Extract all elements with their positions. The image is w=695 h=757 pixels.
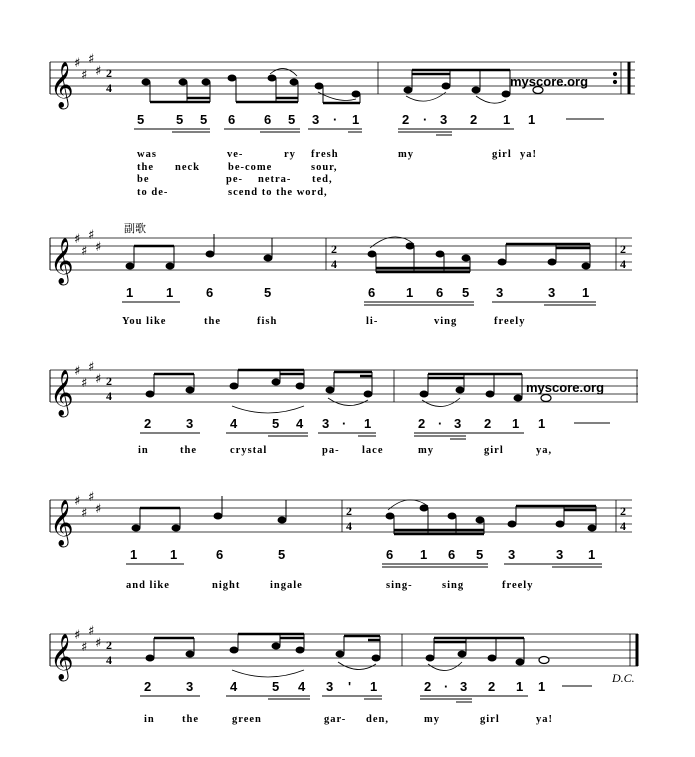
jianpu-digit: 5 [288,112,296,127]
lyric-word: scend to the word, [228,187,328,198]
time-signature-top: 2 [346,504,352,518]
treble-clef-icon: 𝄞 [50,500,74,546]
jianpu-digit: 3 [312,112,320,127]
jianpu-digit: 5 [278,547,286,562]
sharp-icon: ♯ [81,68,88,83]
jianpu-dot: · [444,679,449,694]
lyric-word: ya! [536,714,553,725]
lyric-word: in [144,714,155,725]
lyric-word: in [138,445,149,456]
jianpu-digit: 6 [436,285,444,300]
lyric-word: my [424,714,440,725]
treble-clef-icon: 𝄞 [50,634,74,680]
watermark: myscore.org [526,380,605,395]
lyric-word: girl [492,149,512,160]
lyric-word: be-come [228,162,273,173]
jianpu-digit: 5 [272,679,280,694]
staff-system-5 [50,624,638,725]
jianpu-row [140,679,592,702]
lyrics-block [138,445,552,456]
jianpu-digit: 1 [130,547,138,562]
lyric-word: girl [480,714,500,725]
section-label: 副歌 [124,222,146,235]
time-signature-bottom: 4 [106,389,112,403]
sharp-icon: ♯ [74,364,81,379]
time-signature-bottom: 4 [106,81,112,95]
jianpu-digit: 4 [230,679,238,694]
sharp-icon: ♯ [74,56,81,71]
sharp-icon: ♯ [88,624,95,639]
time-signature-top: 2 [106,638,112,652]
staff-system-4 [50,490,632,591]
jianpu-digit: 4 [296,416,304,431]
lyric-word: ya! [520,149,537,160]
jianpu-digit: 5 [272,416,280,431]
lyric-word: pe- [226,174,243,185]
lyric-word: ingale [270,580,303,591]
sharp-icon: ♯ [81,244,88,259]
staff-system-1 [50,52,635,198]
notes [368,237,616,272]
jianpu-digit: 1 [516,679,524,694]
lyric-word: crystal [230,445,268,456]
lyric-word: green [232,714,262,725]
lyric-word: my [398,149,414,160]
jianpu-digit: 3 [454,416,462,431]
jianpu-digit: 1 [528,112,536,127]
lyric-word: freely [502,580,534,591]
sharp-icon: ♯ [88,360,95,375]
sharp-icon: ♯ [81,640,88,655]
sharp-icon: ♯ [95,64,102,79]
time-signature-bottom: 4 [620,519,626,533]
lyric-word: li- [366,316,379,327]
jianpu-digit: 1 [582,285,590,300]
sharp-icon: ♯ [81,506,88,521]
jianpu-digit: 6 [264,112,272,127]
jianpu-digit: 2 [470,112,478,127]
jianpu-dot: · [333,112,338,127]
sharp-icon: ♯ [95,240,102,255]
notes [386,500,616,534]
jianpu-row [140,416,610,439]
jianpu-dot: · [438,416,443,431]
jianpu-digit: 1 [406,285,414,300]
time-signature-bottom: 4 [331,257,337,271]
sharp-icon: ♯ [74,494,81,509]
jianpu-digit: 1 [420,547,428,562]
jianpu-digit: 1 [352,112,360,127]
jianpu-digit: 6 [228,112,236,127]
time-signature-top: 2 [106,374,112,388]
lyric-word: my [418,445,434,456]
jianpu-digit: 1 [538,679,546,694]
lyric-word: freely [494,316,526,327]
lyric-word: den, [366,714,389,725]
treble-clef-icon: 𝄞 [50,62,74,108]
lyrics-block [126,580,533,591]
jianpu-dot: ' [348,679,352,694]
lyrics-block [122,316,525,327]
time-signature-top: 2 [331,242,337,256]
time-signature-top: 2 [106,66,112,80]
jianpu-digit: 3 [460,679,468,694]
jianpu-digit: 4 [298,679,306,694]
jianpu-digit: 5 [462,285,470,300]
watermark: myscore.org [510,74,589,89]
jianpu-digit: 2 [488,679,496,694]
time-signature-top: 2 [620,242,626,256]
jianpu-digit: 3 [326,679,334,694]
jianpu-digit: 2 [424,679,432,694]
lyric-word: fish [257,316,278,327]
lyric-word: sour, [311,162,338,173]
jianpu-digit: 1 [512,416,520,431]
treble-clef-icon: 𝄞 [50,370,74,416]
lyric-word: netra- [258,174,292,185]
notes [146,634,637,677]
lyric-word: and like [126,580,170,591]
jianpu-digit: 3 [548,285,556,300]
lyric-word: the [180,445,197,456]
time-signature-bottom: 4 [106,653,112,667]
jianpu-digit: 1 [503,112,511,127]
lyric-word: ted, [312,174,333,185]
jianpu-digit: 5 [176,112,184,127]
jianpu-digit: 5 [264,285,272,300]
jianpu-digit: 1 [166,285,174,300]
lyric-word: sing [442,580,465,591]
lyric-word: the [137,162,154,173]
lyric-word: gar- [324,714,347,725]
lyric-word: night [212,580,241,591]
lyric-word: fresh [311,149,339,160]
lyric-word: the [182,714,199,725]
lyric-word: neck [175,162,200,173]
lyric-word: the [204,316,221,327]
lyric-word: ve- [227,149,244,160]
jianpu-digit: 1 [370,679,378,694]
jianpu-digit: 5 [200,112,208,127]
da-capo-mark: D.C. [612,671,635,685]
lyrics-block [137,149,537,198]
staff-system-3 [50,360,638,456]
time-signature-bottom: 4 [346,519,352,533]
jianpu-digit: 3 [496,285,504,300]
time-signature-bottom: 4 [620,257,626,271]
jianpu-row [126,547,602,567]
lyrics-block [144,714,553,725]
lyric-word: ry [284,149,296,160]
sharp-icon: ♯ [95,502,102,517]
lyric-word: You like [122,316,167,327]
treble-clef-icon: 𝄞 [50,238,74,284]
jianpu-digit: 3 [508,547,516,562]
notes [132,496,342,532]
jianpu-digit: 4 [230,416,238,431]
sharp-icon: ♯ [88,490,95,505]
jianpu-digit: 3 [186,416,194,431]
sharp-icon: ♯ [88,52,95,67]
jianpu-row [122,285,596,305]
jianpu-digit: 1 [126,285,134,300]
lyric-word: lace [362,445,384,456]
notes [126,234,326,270]
jianpu-digit: 2 [144,416,152,431]
lyric-word: pa- [322,445,340,456]
jianpu-digit: 3 [440,112,448,127]
lyric-word: girl [484,445,504,456]
jianpu-digit: 1 [170,547,178,562]
jianpu-digit: 6 [368,285,376,300]
jianpu-digit: 1 [588,547,596,562]
jianpu-digit: 3 [322,416,330,431]
jianpu-digit: 3 [186,679,194,694]
sharp-icon: ♯ [88,228,95,243]
sharp-icon: ♯ [95,636,102,651]
lyric-word: was [137,149,157,160]
jianpu-digit: 5 [137,112,145,127]
jianpu-digit: 6 [386,547,394,562]
jianpu-digit: 6 [448,547,456,562]
lyric-word: ving [434,316,458,327]
staff-system-2 [50,221,632,327]
lyric-word: sing- [386,580,413,591]
jianpu-digit: 5 [476,547,484,562]
time-signature-top: 2 [620,504,626,518]
jianpu-digit: 2 [484,416,492,431]
jianpu-dot: · [342,416,347,431]
jianpu-digit: 1 [364,416,372,431]
sharp-icon: ♯ [74,628,81,643]
jianpu-dot: · [423,112,428,127]
sharp-icon: ♯ [95,372,102,387]
jianpu-digit: 1 [538,416,546,431]
lyric-word: be [137,174,150,185]
jianpu-digit: 3 [556,547,564,562]
lyric-word: to de- [137,187,169,198]
sharp-icon: ♯ [74,232,81,247]
jianpu-digit: 2 [144,679,152,694]
jianpu-digit: 2 [418,416,426,431]
jianpu-digit: 6 [206,285,214,300]
lyric-word: ya, [536,445,553,456]
sharp-icon: ♯ [81,376,88,391]
jianpu-digit: 6 [216,547,224,562]
jianpu-digit: 2 [402,112,410,127]
jianpu-row [134,112,604,135]
